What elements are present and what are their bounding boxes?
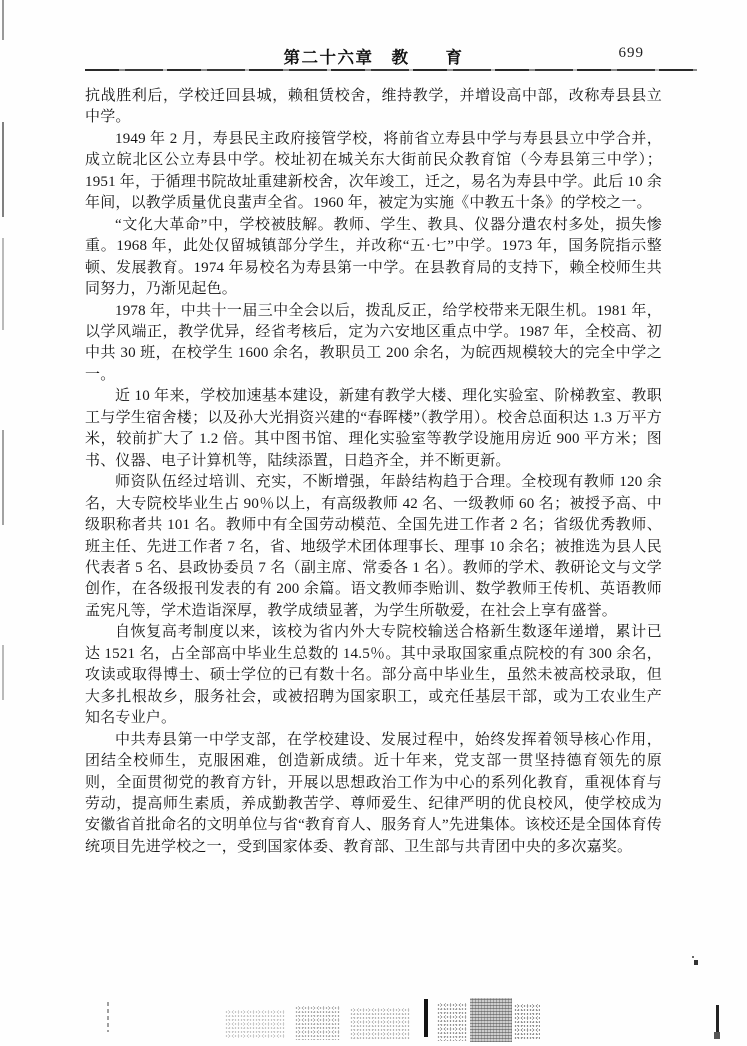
paragraph: 师资队伍经过培训、充实，不断增强，年龄结构趋于合理。全校现有教师 120 余名，大专院校毕业生占 90％以上，有高级教师 42 名、一级教师 60 名；被授予高、中级职称者共 101 名。教师中有全国劳动模范、全国先进工作者 2 名；省级优秀教师、班主任、先进工作者 7 名，省、地级学术团体理事长、理事 10 余名；被推选为县人民代表者 5 名、县政协委员 7 名（副主席、常委各 1 名）。教师的学术、教研论文与文学创作，在各级报刊发表的有 200 余篇。语文教师李贻训、数学教师王传机、英语教师孟宪凡等，学术造诣深厚，教学成绩显著，为学生所敬爱，在社会上享有盛誉。 <box>85 474 662 619</box>
scan-artifact-dot <box>714 1032 720 1039</box>
scan-artifact-dot <box>692 956 694 958</box>
chapter-title: 第二十六章 教 育 <box>283 49 464 67</box>
scan-artifact-edge-line <box>2 430 4 525</box>
scan-artifact-edge-line <box>2 645 4 700</box>
scan-artifact-edge-line <box>2 0 4 40</box>
scan-artifact-smudge <box>225 1010 285 1038</box>
scan-artifact-edge-line <box>2 238 4 330</box>
paragraph: “文化大革命”中，学校被肢解。教师、学生、教具、仪器分遣农村多处，损失惨重。1968 年，此处仅留城镇部分学生，并改称“五·七”中学。1973 年，国务院指示整顿、发展教育。1974 年易校名为寿县第一中学。在县教育局的支持下，赖全校师生共同努力，乃渐见起色。 <box>85 216 662 298</box>
header-row <box>85 0 662 67</box>
scan-artifact-smudge <box>437 1003 467 1041</box>
paragraph: 抗战胜利后，学校迁回县城，赖租赁校舍，维持教学，并增设高中部，改称寿县县立中学。 <box>85 88 662 126</box>
scan-artifact-smudge <box>295 1006 340 1040</box>
paragraph: 自恢复高考制度以来，该校为省内外大专院校输送合格新生数逐年递增，累计已达 1521 名，占全部高中毕业生总数的 14.5％。其中录取国家重点院校的有 300 余名，攻读或取得博士、硕士学位的已有数十名。部分高中毕业生，虽然未被高校录取，但大多扎根故乡，服务社会，或被招聘为国家职工，或充任基层干部，或为工农业生产知名专业户。 <box>85 624 662 727</box>
scan-artifact-smudge <box>514 1004 540 1040</box>
scan-artifact-dash <box>107 1002 109 1032</box>
scan-artifact-smudge <box>350 1008 410 1040</box>
paragraph: 中共寿县第一中学支部，在学校建设、发展过程中，始终发挥着领导核心作用，团结全校师生，克服困难，创造新成绩。近十年来，党支部一贯坚持德育领先的原则，全面贯彻党的教育方针，开展以思想政治工作为中心的系列化教育，重视体育与劳动，提高师生素质，养成勤教苦学、尊师爱生、纪律严明的优良校风，使学校成为安徽省首批命名的文明单位与省“教育育人、服务育人”先进集体。该校还是全国体育传统项目先进学校之一，受到国家体委、教育部、卫生部与共青团中央的多次嘉奖。 <box>85 731 662 855</box>
paragraph: 1949 年 2 月，寿县民主政府接管学校，将前省立寿县中学与寿县县立中学合并，成立皖北区公立寿县中学。校址初在城关东大街前民众教育馆（今寿县第三中学）；1951 年，于循理书院故址重建新校舍，次年竣工，迁之，易名为寿县中学。此后 10 余年间，以教学质量优良蜚声全省。1960 年，被定为实施《中教五十条》的学校之一。 <box>85 130 662 212</box>
scan-artifact-bar <box>424 999 428 1037</box>
scan-artifact-edge-line <box>2 122 4 217</box>
header-rule <box>85 69 697 71</box>
scan-artifact-bar <box>716 1005 719 1035</box>
paragraph: 1978 年，中共十一届三中全会以后，拨乱反正，给学校带来无限生机。1981 年，以学风端正，教学优异，经省考核后，定为六安地区重点中学。1987 年，全校高、初中共 30 班，在校学生 1600 余名，教职员工 200 余名，为皖西规模较大的完全中学之一。 <box>85 302 662 383</box>
scan-artifact-smudge <box>470 998 512 1042</box>
paragraph: 近 10 年来，学校加速基本建设，新建有教学大楼、理化实验室、阶梯教室、教职工与学生宿舍楼；以及孙大光捐资兴建的“春晖楼”（教学用）。校舍总面积达 1.3 万平方米，较前扩大了 1.2 倍。其中图书馆、理化实验室等教学设施用房近 900 平方米；图书、仪器、电子计算机等，陆续添置，日趋齐全，并不断更新。 <box>85 388 662 469</box>
body-text <box>85 86 662 858</box>
page-number: 699 <box>618 45 644 61</box>
scan-artifact-dot <box>694 960 698 965</box>
